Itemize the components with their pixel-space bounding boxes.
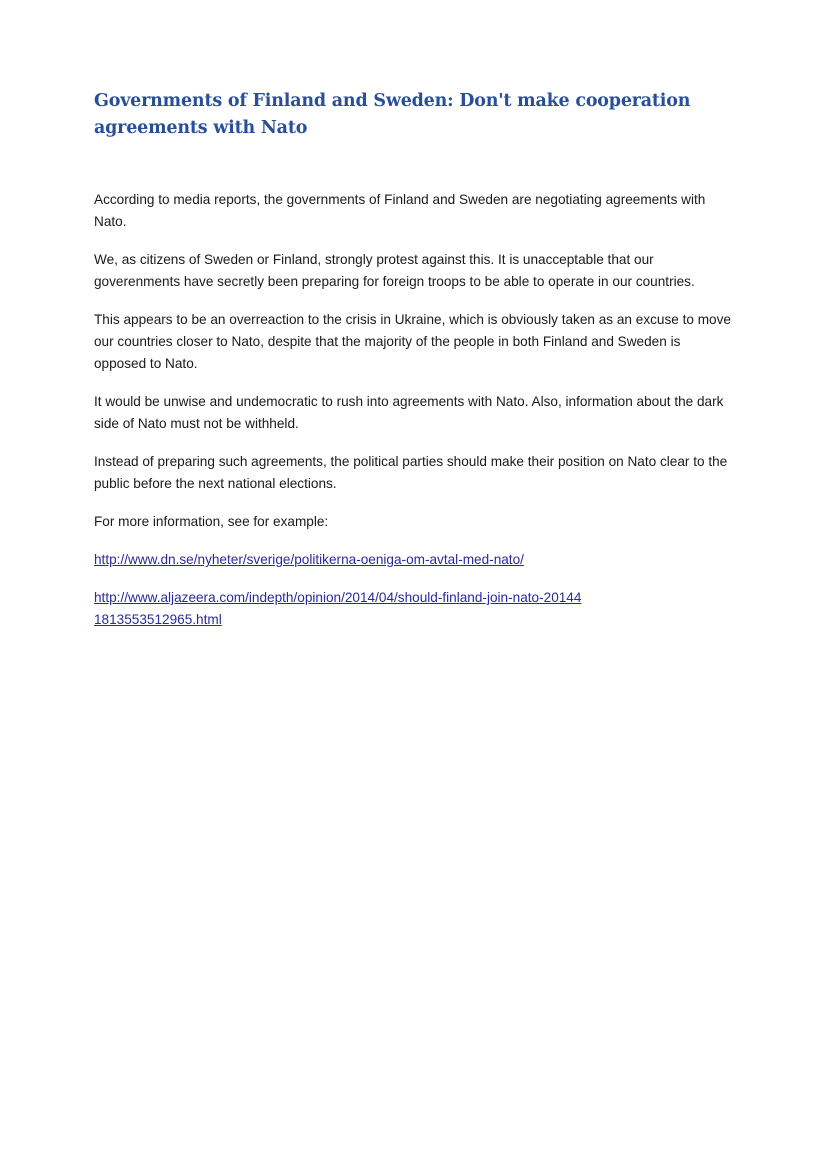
paragraph-protest: We, as citizens of Sweden or Finland, strongly protest against this. It is unacceptable that our goverenments have secretly been preparing for foreign troops to be able to operate in our countries. (94, 252, 695, 289)
link-dn-article[interactable]: http://www.dn.se/nyheter/sverige/politikerna-oeniga-om-avtal-med-nato/ (94, 552, 524, 567)
paragraph-more-information: For more information, see for example: (94, 514, 329, 529)
link-aljazeera-article[interactable]: http://www.aljazeera.com/indepth/opinion/2014/04/should-finland-join-nato-201441813553512965.html (94, 590, 582, 627)
document-body (94, 189, 734, 631)
paragraph-ukraine-crisis: This appears to be an overreaction to the crisis in Ukraine, which is obviously taken as an excuse to move our countries closer to Nato, despite that the majority of the people in both Finland and Sweden is opposed to Nato. (94, 312, 731, 371)
paragraph-political-parties: Instead of preparing such agreements, the political parties should make their position on Nato clear to the public before the next national elections. (94, 454, 728, 491)
paragraph-undemocratic: It would be unwise and undemocratic to rush into agreements with Nato. Also, information about the dark side of Nato must not be withheld. (94, 394, 724, 431)
document-title: Governments of Finland and Sweden: Don't make cooperation agreements with Nato (94, 91, 691, 138)
paragraph-media-reports: According to media reports, the governments of Finland and Sweden are negotiating agreements with Nato. (94, 192, 706, 229)
document-content (94, 88, 734, 647)
